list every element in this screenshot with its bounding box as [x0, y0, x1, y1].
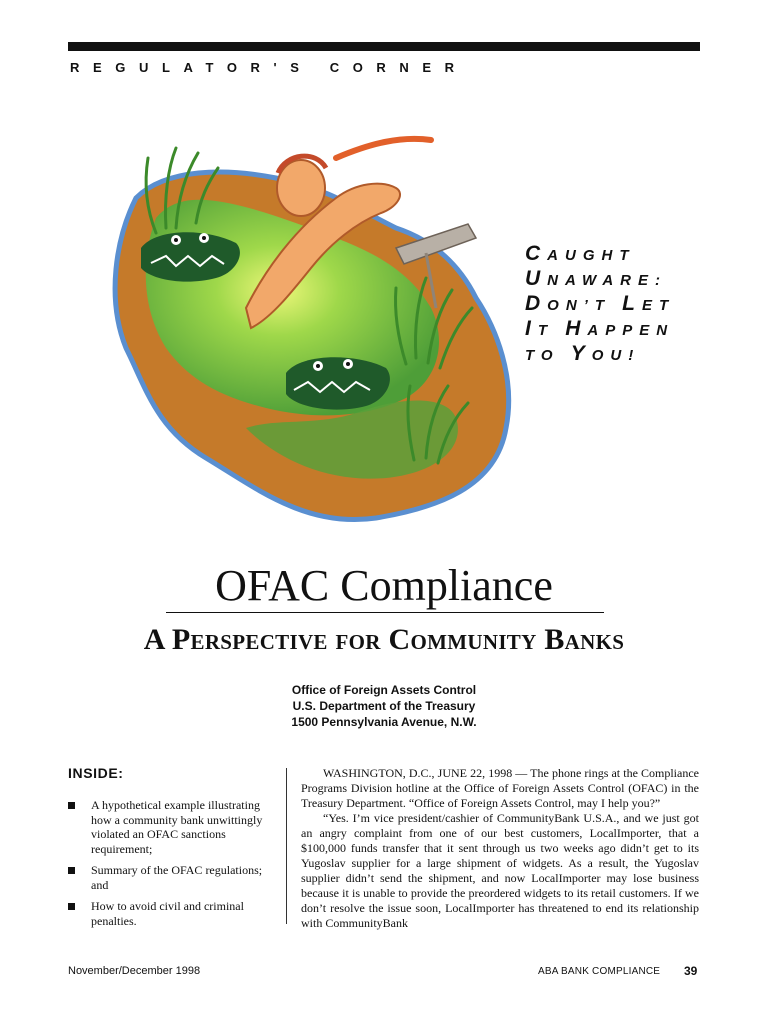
footer-publication: ABA BANK COMPLIANCE — [538, 966, 661, 977]
section-label: REGULATOR'S CORNER — [70, 60, 468, 75]
inside-item-text: Summary of the OFAC regulations; and — [91, 863, 263, 892]
article-title: OFAC Compliance — [215, 561, 553, 610]
callout-line-2: UNAWARE: — [525, 267, 668, 290]
address-line: U.S. Department of the Treasury — [292, 699, 476, 713]
inside-heading: INSIDE: — [68, 765, 124, 781]
top-rule — [68, 42, 700, 51]
footer-date: November/December 1998 — [68, 965, 201, 977]
page-number: 39 — [684, 964, 698, 978]
inside-list-item — [68, 899, 268, 928]
inside-sidebar — [68, 765, 268, 935]
article-subtitle: A Perspective for Community Banks — [143, 623, 625, 656]
square-bullet-icon — [68, 867, 75, 874]
inside-list-item — [68, 798, 268, 856]
inside-item-text: How to avoid civil and criminal penalties. — [91, 899, 244, 928]
callout-line-5: TO YOU! — [525, 342, 641, 365]
callout-headline — [525, 242, 675, 367]
callout-line-4: IT HAPPEN — [525, 317, 675, 340]
inside-list-item — [68, 863, 268, 892]
body-paragraph: WASHINGTON, D.C., JUNE 22, 1998 — The phone rings at the Compliance Programs Division hotline at the Office of Foreign Assets Control (OFAC) in the Treasury Department. “Office of Foreign Assets Control, may I help you?” — [301, 766, 699, 810]
title-underline — [166, 612, 604, 613]
address-line: 1500 Pennsylvania Avenue, N.W. — [291, 715, 477, 729]
callout-line-3: DON’T LET — [525, 292, 676, 315]
body-paragraph: “Yes. I’m vice president/cashier of CommunityBank U.S.A., and we just got an angry complaint from one of our best customers, LocalImporter, that a $100,000 funds transfer that it sent through us two weeks ago didn’t get to its Yugoslav supplier for a large shipment of widgets. As a result, the Yugoslav supplier didn’t send the shipment, and now LocalImporter may lose business because it is unable to provide the preordered widgets to its retail customers. If we don’t resolve the issue soon, LocalImporter has threatened to end its relationship with CommunityBank — [301, 811, 699, 930]
callout-line-1: CAUGHT — [525, 242, 636, 265]
alligator-left-icon — [141, 232, 240, 281]
inside-list — [68, 798, 268, 928]
address-line: Office of Foreign Assets Control — [291, 683, 477, 697]
alligator-right-icon — [286, 357, 390, 409]
square-bullet-icon — [68, 903, 75, 910]
agency-address — [0, 682, 768, 730]
article-body — [301, 766, 699, 931]
column-divider — [286, 768, 287, 924]
square-bullet-icon — [68, 802, 75, 809]
inside-item-text: A hypothetical example illustrating how a community bank unwittingly violated an OFAC sanctions requirement; — [91, 798, 263, 856]
swamp-alligators-swimmer-illustration — [96, 128, 528, 540]
